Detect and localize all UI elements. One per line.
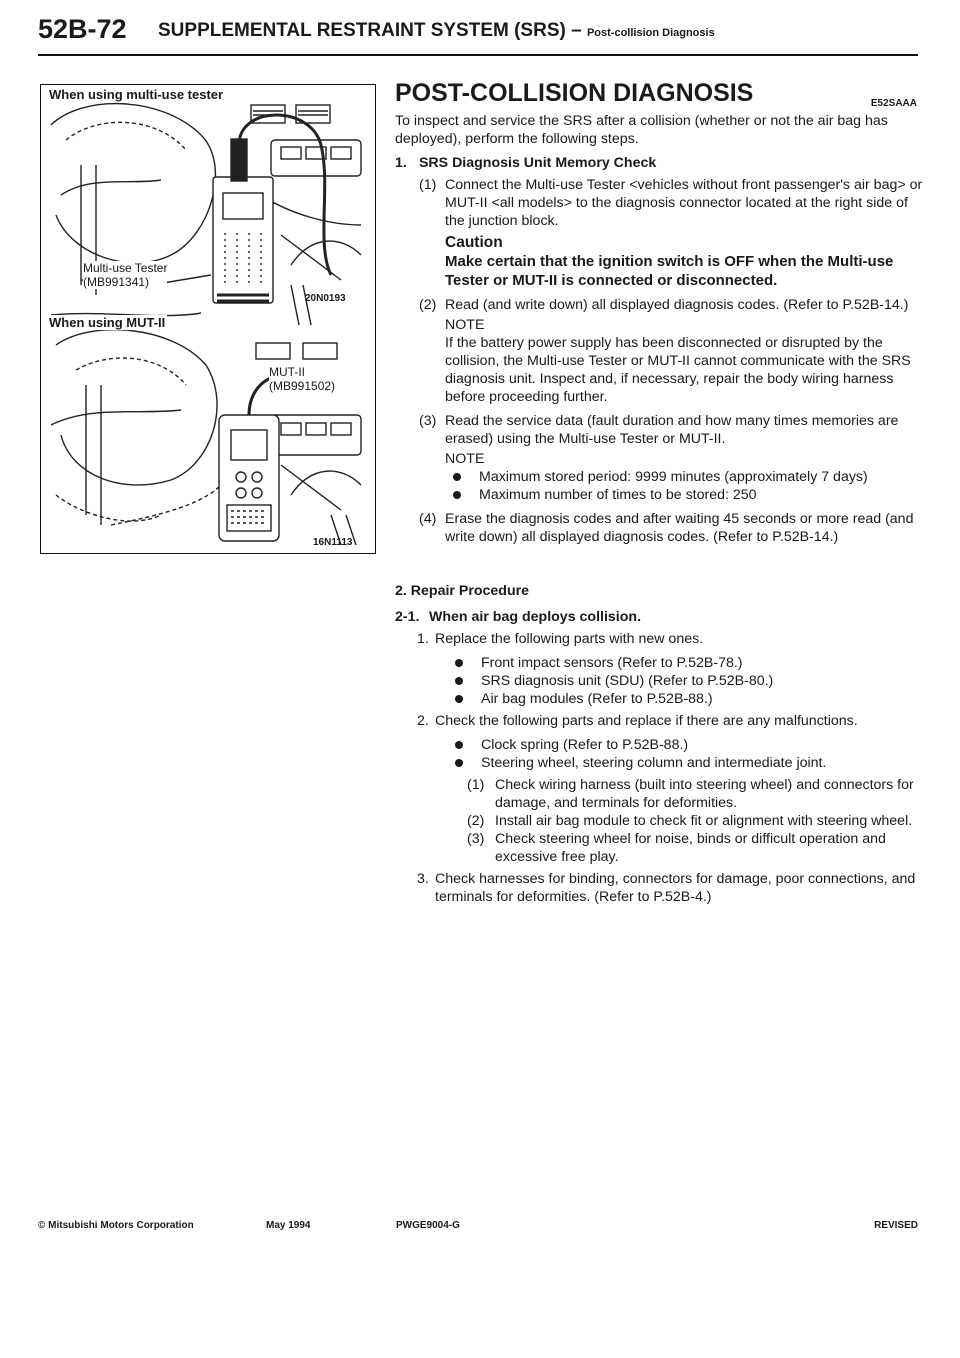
list-item: Clock spring (Refer to P.52B-88.) [447, 736, 925, 754]
repair-sub-item-2 [395, 812, 925, 830]
item-text: Erase the diagnosis codes and after waiting 45 seconds or more read (and write down) all displayed diagnosis codes. (Refer to P.52B-14.) [445, 511, 914, 545]
header-title [158, 20, 715, 42]
step-2-1-heading [395, 608, 925, 626]
step-1-item-3 [395, 412, 925, 504]
item-text: Connect the Multi-use Tester <vehicles without front passenger's air bag> or MUT-II <all models> to the diagnosis connector located at the right side of the junction block. [445, 177, 923, 229]
note-bullet: Maximum stored period: 9999 minutes (approximately 7 days) [445, 468, 925, 486]
repair-sub-item-3 [395, 830, 925, 866]
step-1-item-1 [395, 176, 925, 290]
footer-copyright: © Mitsubishi Motors Corporation [38, 1220, 194, 1231]
item-tag: 3. [417, 871, 429, 887]
item-text: Check wiring harness (built into steering wheel) and connectors for damage, and terminals for deformities. [495, 777, 914, 811]
list-item: SRS diagnosis unit (SDU) (Refer to P.52B-80.) [447, 672, 925, 690]
footer-status: REVISED [874, 1220, 918, 1231]
label-mut-ii-name: MUT-II [269, 365, 305, 379]
intro-paragraph: To inspect and service the SRS after a collision (whether or not the air bag has deployed), perform the following steps. [395, 113, 888, 147]
item-tag: (2) [467, 813, 485, 829]
label-multi-use-tester-part: (MB991341) [83, 275, 150, 289]
list-item: Front impact sensors (Refer to P.52B-78.) [447, 654, 925, 672]
item-text: Read (and write down) all displayed diagnosis codes. (Refer to P.52B-14.) [445, 297, 909, 313]
footer-doc-code: PWGE9004-G [396, 1220, 460, 1231]
header-title-text: SUPPLEMENTAL RESTRAINT SYSTEM (SRS) – [158, 20, 582, 41]
repair-item-1 [395, 630, 925, 648]
note-bullet: Maximum number of times to be stored: 250 [445, 486, 925, 504]
item-tag: 2. [417, 713, 429, 729]
item-text: Check the following parts and replace if there are any malfunctions. [435, 713, 858, 729]
step-1-heading [395, 154, 925, 172]
repair-item-2-list [395, 736, 925, 772]
page-number: 52B-72 [38, 14, 127, 44]
step-2-heading: 2. Repair Procedure [395, 583, 530, 599]
label-multi-use-tester-name: Multi-use Tester [83, 261, 168, 275]
item-tag: 1. [417, 631, 429, 647]
item-tag: (3) [419, 413, 437, 429]
item-tag: (3) [467, 831, 485, 847]
label-mut-ii [269, 365, 335, 393]
figure-caption-multi-use-tester: When using multi-use tester [49, 87, 224, 102]
figure-caption-mut-ii: When using MUT-II [49, 315, 166, 330]
list-item: Steering wheel, steering column and intermediate joint. [447, 754, 925, 772]
note-heading: NOTE [445, 317, 485, 333]
item-text: Check steering wheel for noise, binds or difficult operation and excessive free play. [495, 831, 886, 865]
item-tag: (1) [467, 777, 485, 793]
item-text: Check harnesses for binding, connectors for damage, poor connections, and terminals for deformities. (Refer to P.52B-4.) [435, 871, 916, 905]
page-footer [38, 1220, 918, 1236]
item-tag: (1) [419, 177, 437, 193]
repair-sub-item-1 [395, 776, 925, 812]
figure-code-bottom: 16N1113 [313, 537, 353, 548]
section-code: E52SAAA [870, 98, 917, 109]
step-1-number: 1. [395, 155, 407, 171]
item-text: Read the service data (fault duration and how many times memories are erased) using the Multi-use Tester or MUT-II. [445, 413, 899, 447]
item-text: Install air bag module to check fit or alignment with steering wheel. [495, 813, 913, 829]
section-title-text: POST-COLLISION DIAGNOSIS [395, 79, 754, 107]
item-tag: (4) [419, 511, 437, 527]
step-2-1-number: 2-1. [395, 609, 420, 625]
caution-heading: Caution [445, 234, 503, 251]
figure-code-top: 20N0193 [305, 293, 346, 304]
illustration-figure [40, 84, 376, 554]
step-1-item-4 [395, 510, 925, 546]
footer-date: May 1994 [266, 1220, 311, 1231]
header-subtitle: Post-collision Diagnosis [586, 27, 715, 39]
repair-item-1-list [395, 654, 925, 708]
step-1-title: SRS Diagnosis Unit Memory Check [418, 155, 657, 171]
list-item: Air bag modules (Refer to P.52B-88.) [447, 690, 925, 708]
page-header [38, 14, 918, 56]
item-tag: (2) [419, 297, 437, 313]
label-mut-ii-part: (MB991502) [269, 379, 336, 393]
label-multi-use-tester [83, 261, 167, 289]
main-content [395, 80, 925, 906]
step-1-item-2 [395, 296, 925, 406]
note-text: If the battery power supply has been disconnected or disrupted by the collision, the Multi-use Tester or MUT-II cannot communicate with the SRS diagnosis unit. Inspect and, if necessary, repair the body wiring harness before proceeding further. [445, 335, 911, 405]
item-text: Replace the following parts with new ones. [435, 631, 704, 647]
note-heading: NOTE [445, 451, 485, 467]
step-2-1-title: When air bag deploys collision. [428, 609, 642, 625]
repair-item-3 [395, 870, 925, 906]
repair-item-2 [395, 712, 925, 730]
caution-text: Make certain that the ignition switch is OFF when the Multi-use Tester or MUT-II is connected or disconnected. [445, 253, 894, 289]
section-title [395, 79, 925, 109]
